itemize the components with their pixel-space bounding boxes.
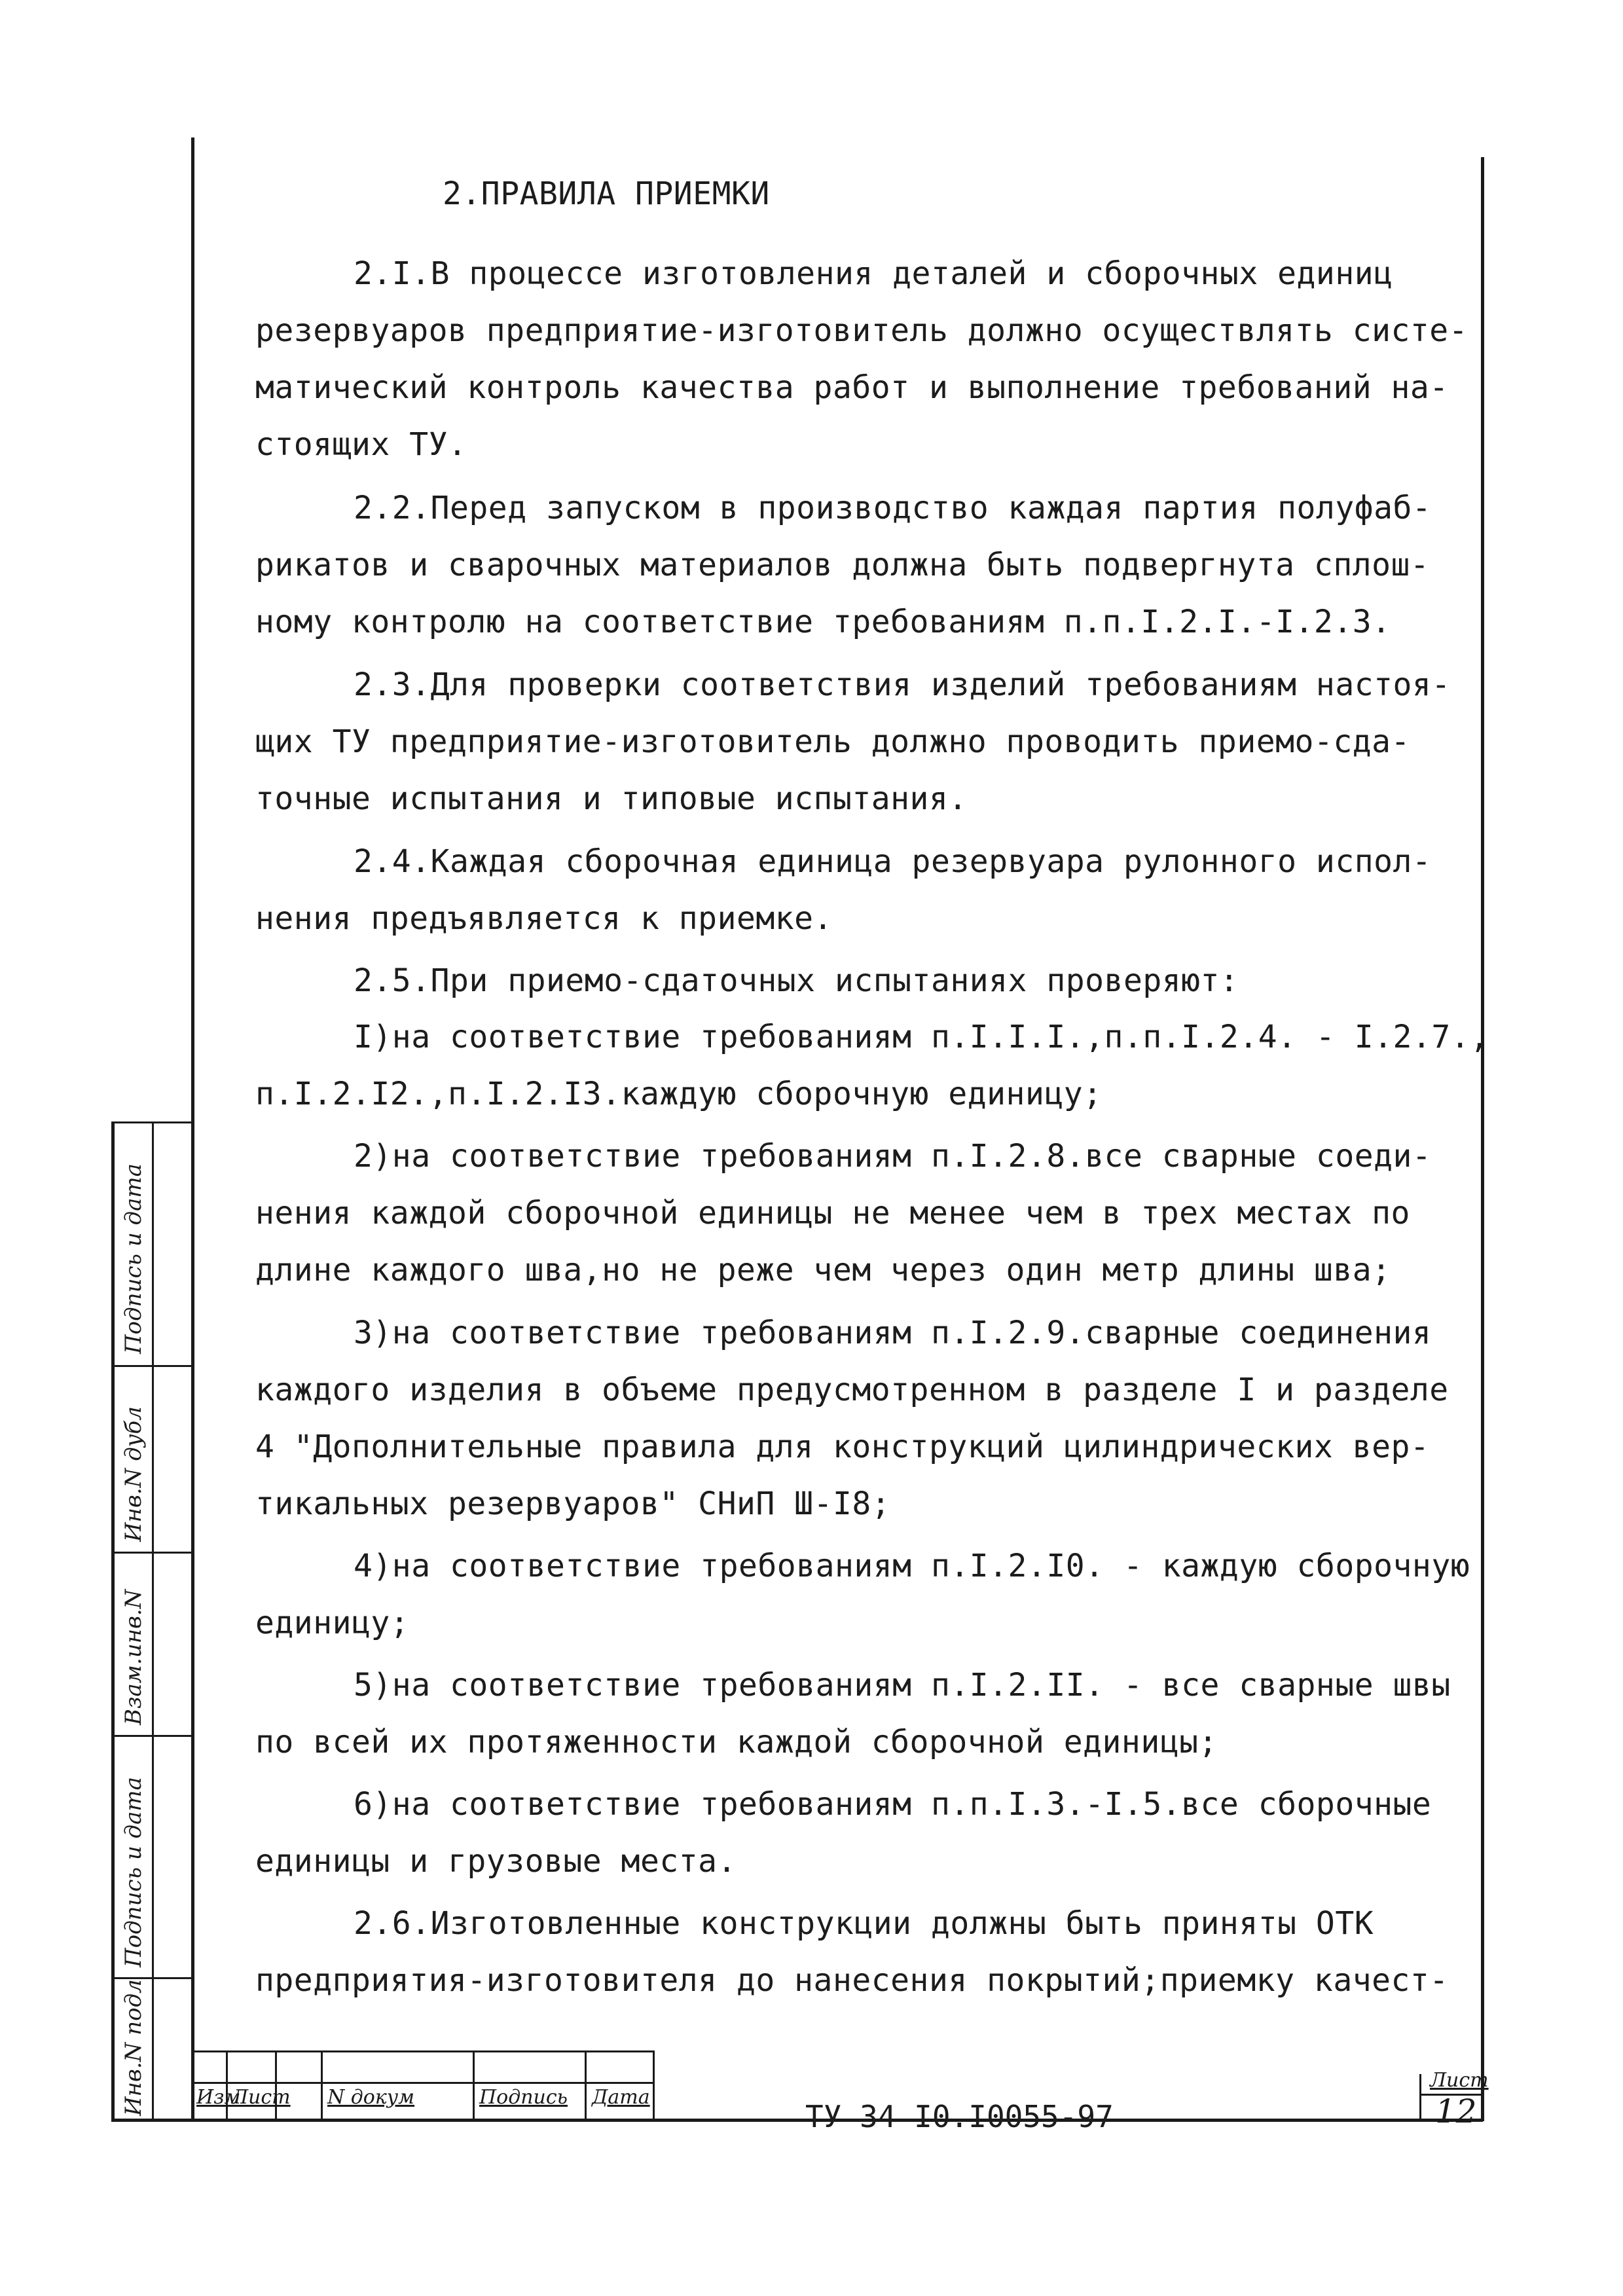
- sheet-box-left-line: [1419, 2074, 1421, 2121]
- sheet-label: Лист: [1430, 2069, 1489, 2092]
- title-block-col-sheet: Лист: [232, 2086, 291, 2109]
- title-block-col-doc-num: N докум: [327, 2086, 415, 2109]
- text-line: щих ТУ предприятие-изготовитель должно проводить приемо-сда-: [255, 723, 1410, 760]
- title-block-col-line: [653, 2050, 655, 2121]
- text-line: I)на соответствие требованиям п.I.I.I.,п.п.I.2.4. - I.2.7.,: [354, 1019, 1489, 1055]
- text-line: длине каждого шва,но не реже чем через один метр длины шва;: [255, 1252, 1391, 1288]
- text-line: 2.3.Для проверки соответствия изделий требованиям настоя-: [354, 666, 1451, 703]
- text-line: единицу;: [255, 1605, 410, 1641]
- side-stamp-mid-line: [152, 1123, 154, 2121]
- side-stamp-inv-dup: Инв.N дубл: [120, 1406, 147, 1542]
- text-line: стоящих ТУ.: [255, 426, 467, 463]
- frame-right-line: [1481, 157, 1484, 2121]
- text-line: по всей их протяженности каждой сборочной единицы;: [255, 1724, 1218, 1760]
- text-line: 6)на соответствие требованиям п.п.I.3.-I.5.все сборочные: [354, 1786, 1432, 1823]
- document-code: ТУ 34 I0.I0055-97: [805, 2099, 1114, 2134]
- text-line: 2.4.Каждая сборочная единица резервуара рулонного испол-: [354, 843, 1432, 880]
- text-line: 2)на соответствие требованиям п.I.2.8.все сварные соеди-: [354, 1138, 1432, 1175]
- text-line: тикальных резервуаров" СНиП Ш-I8;: [255, 1485, 891, 1522]
- text-line: 2.I.В процессе изготовления деталей и сборочных единиц: [354, 255, 1393, 292]
- side-stamp-inv-orig: Инв.N подл: [120, 1979, 147, 2116]
- text-line: 4 "Дополнительные правила для конструкций цилиндрических вер-: [255, 1429, 1430, 1465]
- title-block-col-line: [473, 2050, 475, 2121]
- text-line: 3)на соответствие требованиям п.I.2.9.сварные соединения: [354, 1315, 1432, 1351]
- frame-left-line: [191, 137, 194, 2121]
- side-stamp-divider: [111, 1365, 193, 1367]
- text-line: каждого изделия в объеме предусмотренном в разделе I и разделе: [255, 1372, 1449, 1408]
- text-line: 4)на соответствие требованиям п.I.2.I0. - каждую сборочную: [354, 1548, 1470, 1584]
- side-stamp-sign-date-bottom: Подпись и дата: [120, 1777, 147, 1967]
- sheet-number: 12: [1435, 2092, 1477, 2130]
- text-line: нения предъявляется к приемке.: [255, 900, 833, 937]
- title-block-col-line: [585, 2050, 587, 2121]
- text-line: п.I.2.I2.,п.I.2.I3.каждую сборочную единицу;: [255, 1076, 1103, 1112]
- text-line: предприятия-изготовителя до нанесения покрытий;приемку качест-: [255, 1962, 1449, 1999]
- title-block-col-date: Дата: [592, 2086, 650, 2109]
- side-stamp-top-line: [111, 1121, 193, 1123]
- text-line: точные испытания и типовые испытания.: [255, 780, 968, 817]
- text-line: 2.2.Перед запуском в производство каждая партия полуфаб-: [354, 490, 1432, 526]
- side-stamp-divider: [111, 1735, 193, 1737]
- text-line: рикатов и сварочных материалов должна быть подвергнута сплош-: [255, 547, 1430, 583]
- text-line: 2.5.При приемо-сдаточных испытаниях проверяют:: [354, 962, 1239, 999]
- text-line: единицы и грузовые места.: [255, 1843, 737, 1880]
- side-stamp-sign-date-top: Подпись и дата: [120, 1163, 147, 1354]
- section-title: 2.ПРАВИЛА ПРИЕМКИ: [443, 175, 770, 212]
- side-stamp-divider: [111, 1552, 193, 1554]
- title-block-col-change: Изм: [196, 2086, 241, 2109]
- text-line: ному контролю на соответствие требованиям п.п.I.2.I.-I.2.3.: [255, 604, 1391, 640]
- text-line: матический контроль качества работ и выполнение требований на-: [255, 369, 1449, 406]
- text-line: 5)на соответствие требованиям п.I.2.II. - все сварные швы: [354, 1667, 1451, 1704]
- text-line: резервуаров предприятие-изготовитель должно осуществлять систе-: [255, 312, 1468, 349]
- text-line: 2.6.Изготовленные конструкции должны быть приняты ОТК: [354, 1905, 1374, 1942]
- text-line: нения каждой сборочной единицы не менее чем в трех местах по: [255, 1195, 1410, 1231]
- side-stamp-replace-inv: Взам.инв.N: [120, 1589, 147, 1725]
- side-stamp-left-line: [111, 1123, 115, 2121]
- frame-bottom-line: [111, 2119, 1483, 2122]
- title-block-col-line: [321, 2050, 323, 2121]
- title-block-col-signature: Подпись: [479, 2086, 568, 2109]
